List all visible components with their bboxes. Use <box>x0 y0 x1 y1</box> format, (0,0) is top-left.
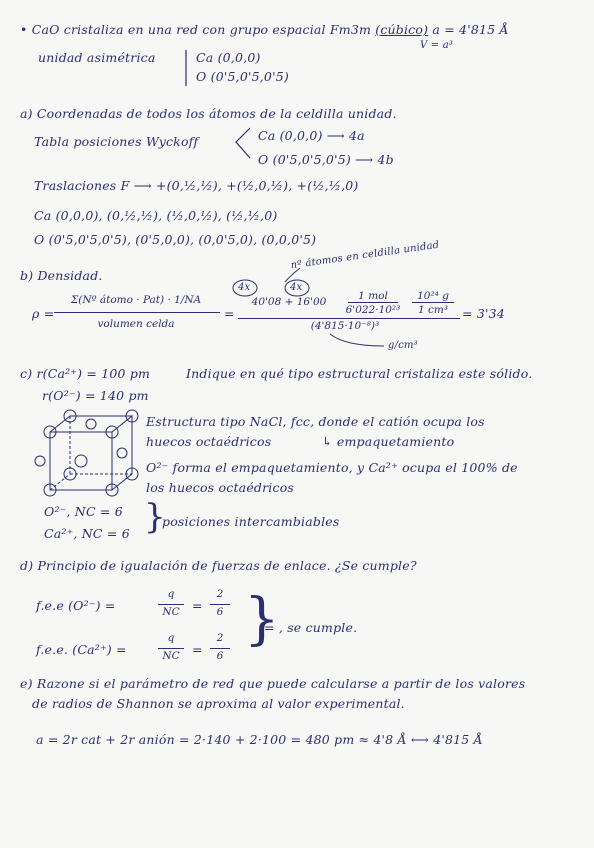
o-multiplier: 4x <box>290 282 303 293</box>
fee-o-num: q <box>167 588 175 600</box>
fee-oxide: f.e.e (O²⁻) = <box>36 598 116 613</box>
section-e-title-2: de radios de Shannon se aproxima al valor experimental. <box>32 696 405 711</box>
section-d-title: d) Principio de igualación de fuerzas de enlace. ¿Se cumple? <box>20 558 417 573</box>
section-e-title-1: e) Razone si el parámetro de red que puede calcularse a partir de los valores <box>20 676 526 691</box>
lattice-equation: a = 2r cat + 2r anión = 2·140 + 2·100 = 480 pm ≈ 4'8 Å ⟷ 4'815 Å <box>36 732 483 747</box>
interchangeable-label: posiciones intercambiables <box>162 514 340 529</box>
fee-conclusion: = , se cumple. <box>264 620 358 635</box>
header-lattice: a = 4'815 Å <box>432 22 509 37</box>
fee-o-val-num: 2 <box>216 588 224 600</box>
r-ca: c) r(Ca²⁺) = 100 pm <box>20 366 151 381</box>
asym-o: O (0'5,0'5,0'5) <box>196 69 289 84</box>
brace-c: } <box>144 497 166 537</box>
fee-o-val-den: 6 <box>216 606 224 618</box>
mass-values: 40'08 + 16'00 <box>251 296 327 308</box>
structure-line-3: O²⁻ forma el empaquetamiento, y Ca²⁺ ocupa el 100% de <box>146 460 518 475</box>
section-c-question: Indique en qué tipo estructural cristaliza este sólido. <box>186 366 533 381</box>
fee-o-den: NC <box>162 606 180 618</box>
density-formula-denominator: volumen celda <box>97 318 175 330</box>
volume-value: (4'815·10⁻⁸)³ <box>310 320 380 332</box>
asym-unit-label: unidad asimétrica <box>38 50 156 65</box>
nc-calcium: Ca²⁺, NC = 6 <box>44 526 130 541</box>
r-o: r(O²⁻) = 140 pm <box>42 388 149 403</box>
fee-calcium: f.e.e. (Ca²⁺) = <box>36 642 127 657</box>
structure-line-1: Estructura tipo NaCl, fcc, donde el catión ocupa los <box>146 414 485 429</box>
density-result: = 3'34 <box>462 306 505 321</box>
fee-ca-den: NC <box>162 650 180 662</box>
fcc-cube-diagram <box>35 410 138 496</box>
fee-ca-val-num: 2 <box>216 632 224 644</box>
avogadro-bottom: 6'022·10²³ <box>345 304 401 316</box>
structure-line-4: los huecos octaédricos <box>146 480 295 495</box>
asym-ca: Ca (0,0,0) <box>196 50 261 65</box>
header-intro: • CaO cristaliza en una red con grupo espacial Fm3m <box>20 22 372 37</box>
density-formula-numerator: Σ(Nº átomo · Pat) · 1/NA <box>70 294 202 306</box>
translations: Traslaciones F ⟶ +(0,½,½), +(½,0,½), +(½,½,0) <box>34 178 359 193</box>
section-b-title: b) Densidad. <box>20 268 103 283</box>
brace-d: } <box>244 587 280 652</box>
wyckoff-o: O (0'5,0'5,0'5) ⟶ 4b <box>258 152 394 167</box>
fee-ca-num: q <box>167 632 175 644</box>
header-volume: V = a³ <box>420 40 454 51</box>
structure-line-2: huecos octaédricos <box>146 434 272 449</box>
conversion-bottom: 1 cm³ <box>417 304 449 316</box>
avogadro-top: 1 mol <box>358 290 388 302</box>
ca-multiplier: 4x <box>238 282 251 293</box>
atoms-annotation: nº átomos en celdilla unidad <box>289 239 441 272</box>
density-units: g/cm³ <box>388 340 418 351</box>
ca-coordinates: Ca (0,0,0), (0,½,½), (½,0,½), (½,½,0) <box>34 208 278 223</box>
wyckoff-label: Tabla posiciones Wyckoff <box>34 134 199 149</box>
wyckoff-ca: Ca (0,0,0) ⟶ 4a <box>258 128 365 143</box>
conversion-top: 10²⁴ g <box>417 290 449 302</box>
header-cubic: (cúbico) <box>375 22 429 37</box>
structure-line-2b: ↳ empaquetamiento <box>322 434 455 449</box>
nc-oxide: O²⁻, NC = 6 <box>44 504 123 519</box>
section-a-title: a) Coordenadas de todos los átomos de la celdilla unidad. <box>20 106 397 121</box>
density-symbol: ρ = <box>32 306 55 321</box>
fee-ca-val-den: 6 <box>216 650 224 662</box>
o-coordinates: O (0'5,0'5,0'5), (0'5,0,0), (0,0'5,0), (0,0,0'5) <box>34 232 317 247</box>
